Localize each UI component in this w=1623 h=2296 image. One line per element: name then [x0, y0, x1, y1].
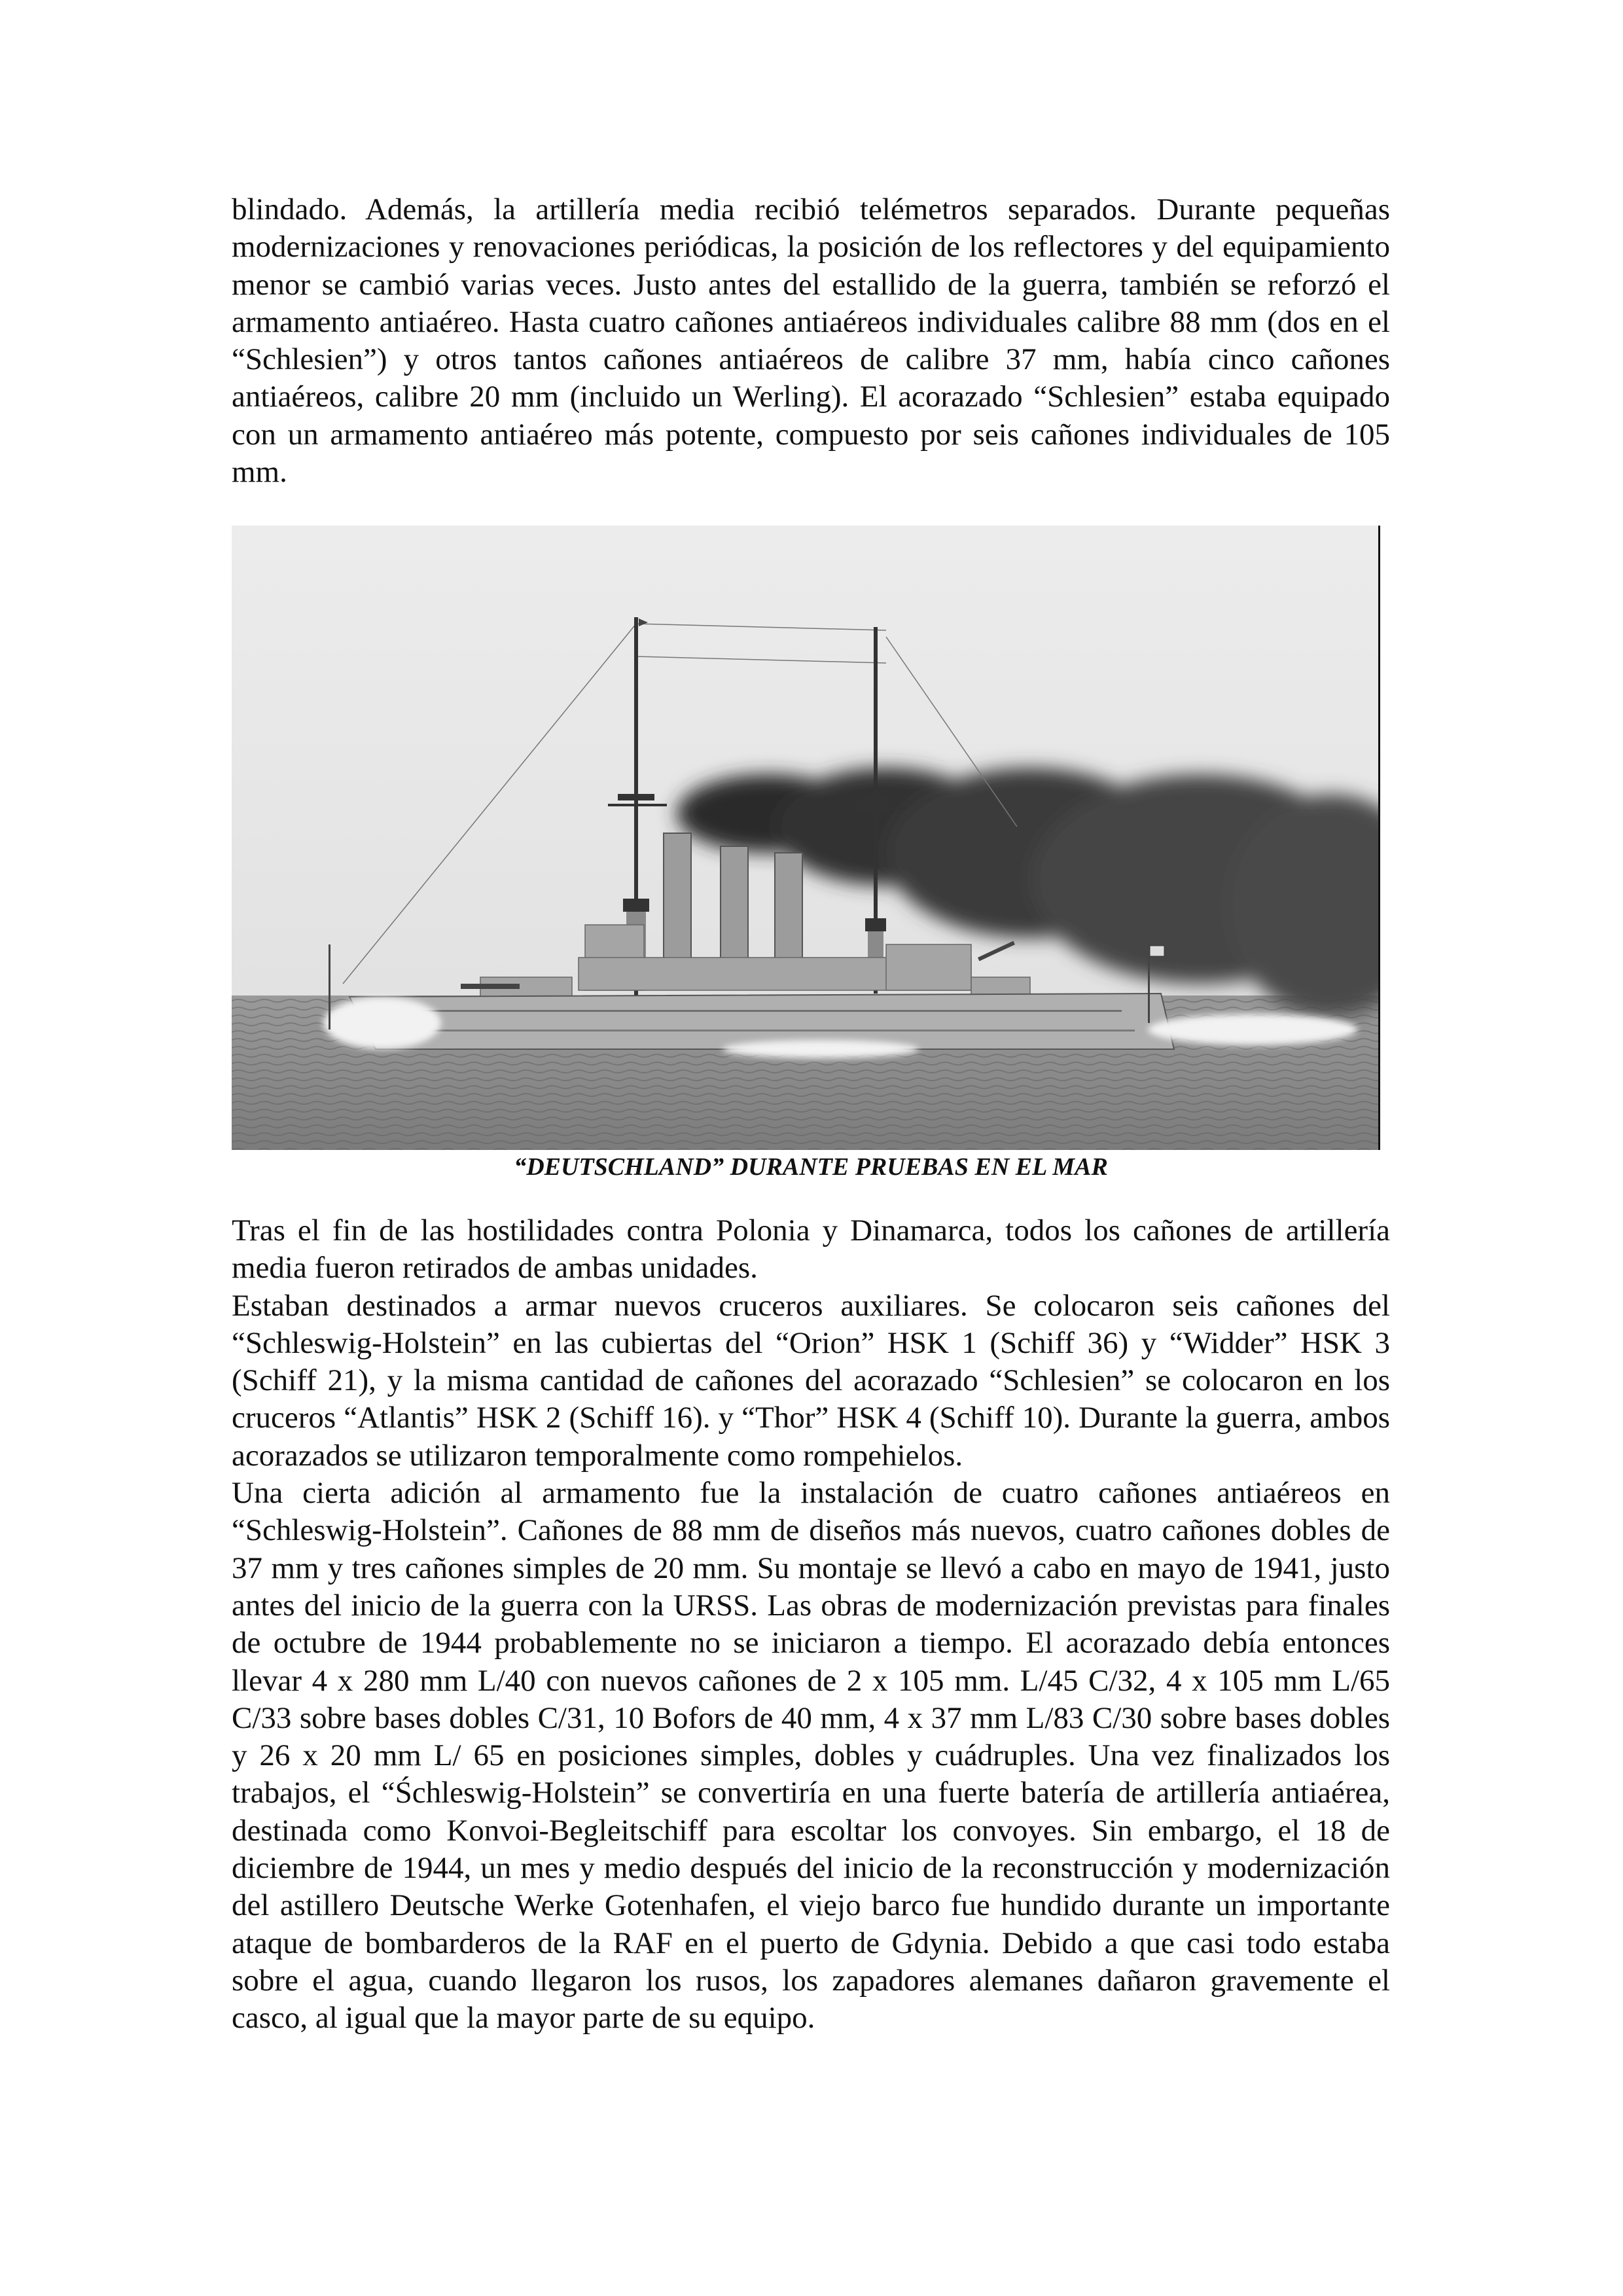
body-text-top [232, 191, 1390, 491]
photo-edge [1378, 526, 1380, 1150]
ship-photo [232, 526, 1380, 1150]
paragraph: Una cierta adición al armamento fue la instalación de cuatro cañones antiaéreos en “Schleswig-Holstein”. Cañones de 88 mm de diseños más nuevos, cuatro cañones dobles de 37 mm y tres cañones simples de 20 mm. Su montaje se llevó a cabo en mayo de 1941, justo antes del inicio de la guerra con la URSS. Las obras de modernización previstas para finales de octubre de 1944 probablemente no se iniciaron a tiempo. El acorazado debía entonces llevar 4 x 280 mm L/40 con nuevos cañones de 2 x 105 mm. L/45 C/32, 4 x 105 mm L/65 C/33 sobre bases dobles C/31, 10 Bofors de 40 mm, 4 x 37 mm L/83 C/30 sobre bases dobles y 26 x 20 mm L/ 65 en posiciones simples, dobles y cuádruples. Una vez finalizados los trabajos, el “Śchleswig-Holstein” se convertiría en una fuerte batería de artillería antiaérea, destinada como Konvoi-Begleitschiff para escoltar los convoyes. Sin embargo, el 18 de diciembre de 1944, un mes y medio después del inicio de la reconstrucción y modernización del astillero Deutsche Werke Gotenhafen, el viejo barco fue hundido durante un importante ataque de bombarderos de la RAF en el puerto de Gdynia. Debido a que casi todo estaba sobre el agua, cuando llegaron los rusos, los zapadores alemanes dañaron gravemente el casco, al igual que la mayor parte de su equipo. [232, 1476, 1390, 2036]
battleship-photo-illustration [232, 526, 1380, 1150]
figure-caption: “DEUTSCHLAND” DURANTE PRUEBAS EN EL MAR [514, 1153, 1108, 1181]
body-text-bottom [232, 1212, 1390, 2037]
paragraph: Tras el fin de las hostilidades contra Polonia y Dinamarca, todos los cañones de artillería media fueron retirados de ambas unidades. [232, 1213, 1390, 1285]
paragraph: blindado. Además, la artillería media recibió telémetros separados. Durante pequeñas modernizaciones y renovaciones periódicas, la posición de los reflectores y del equipamiento menor se cambió varias veces. Justo antes del estallido de la guerra, también se reforzó el armamento antiaéreo. Hasta cuatro cañones antiaéreos individuales calibre 88 mm (dos en el “Schlesien”) y otros tantos cañones antiaéreos de calibre 37 mm, había cinco cañones antiaéreos, calibre 20 mm (incluido un Werling). El acorazado “Schlesien” estaba equipado con un armamento antiaéreo más potente, compuesto por seis cañones individuales de 105 mm. [232, 192, 1390, 490]
paragraph: Estaban destinados a armar nuevos cruceros auxiliares. Se colocaron seis cañones del “Schleswig-Holstein” en las cubiertas del “Orion” HSK 1 (Schiff 36) y “Widder” HSK 3 (Schiff 21), y la misma cantidad de cañones del acorazado “Schlesien” se colocaron en los cruceros “Atlantis” HSK 2 (Schiff 16). y “Thor” HSK 4 (Schiff 10). Durante la guerra, ambos acorazados se utilizaron temporalmente como rompehielos. [232, 1288, 1390, 1473]
